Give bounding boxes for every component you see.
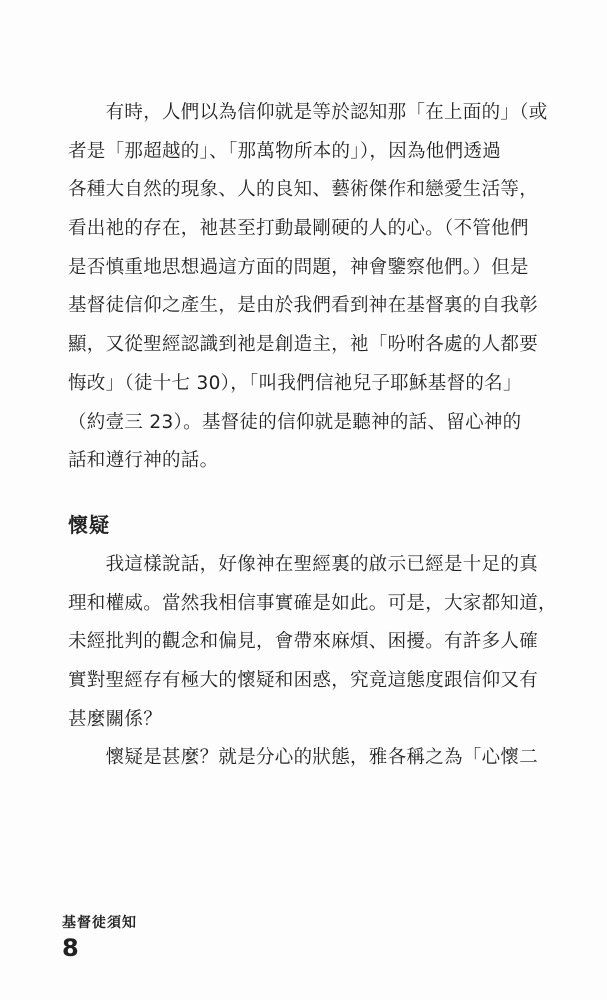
page-number: 8	[62, 934, 79, 962]
section-heading: 懷疑	[68, 513, 110, 537]
text-line: （約壹三 23）。基督徒的信仰就是聽神的話、留心神的	[68, 411, 522, 433]
paragraph-3	[68, 739, 544, 778]
text-line: 基督徒信仰之產生，是由於我們看到神在基督裏的自我彰	[68, 295, 539, 317]
text-line: 理和權威。當然我相信事實確是如此。可是，大家都知道，	[68, 592, 557, 614]
text-line: 話和遵行神的話。	[68, 450, 219, 472]
text-line: 是否慎重地思想過這方面的問題，神會鑒察他們。）但是	[68, 256, 529, 278]
text-line: 懷疑是甚麼？就是分心的狀態，雅各稱之為「心懷二	[68, 747, 539, 768]
text-line: 看出祂的存在，祂甚至打動最剛硬的人的心。（不管他們	[68, 218, 529, 240]
text-line: 有時，人們以為信仰就是等於認知那「在上面的」（或	[68, 102, 548, 123]
text-line: 悔改」（徒十七 30），「叫我們信祂兒子耶穌基督的名」	[68, 372, 522, 394]
text-line: 甚麼關係？	[68, 708, 163, 730]
text-line: 顯，又從聖經認識到祂是創造主，祂「吩咐各處的人都要	[68, 334, 539, 356]
footer-book-title: 基督徒須知	[62, 915, 137, 931]
paragraph-1	[68, 94, 548, 481]
text-line: 未經批判的觀念和偏見，會帶來麻煩、困擾。有許多人確	[68, 631, 539, 653]
text-line: 各種大自然的現象、人的良知、藝術傑作和戀愛生活等，	[68, 179, 539, 201]
text-line: 實對聖經存有極大的懷疑和困惑，究竟這態度跟信仰又有	[68, 670, 539, 692]
paragraph-2	[68, 546, 557, 739]
text-line: 我這樣說話，好像神在聖經裏的啟示已經是十足的真	[68, 554, 539, 575]
text-line: 者是「那超越的」、「那萬物所本的」），因為他們透過	[68, 140, 502, 162]
